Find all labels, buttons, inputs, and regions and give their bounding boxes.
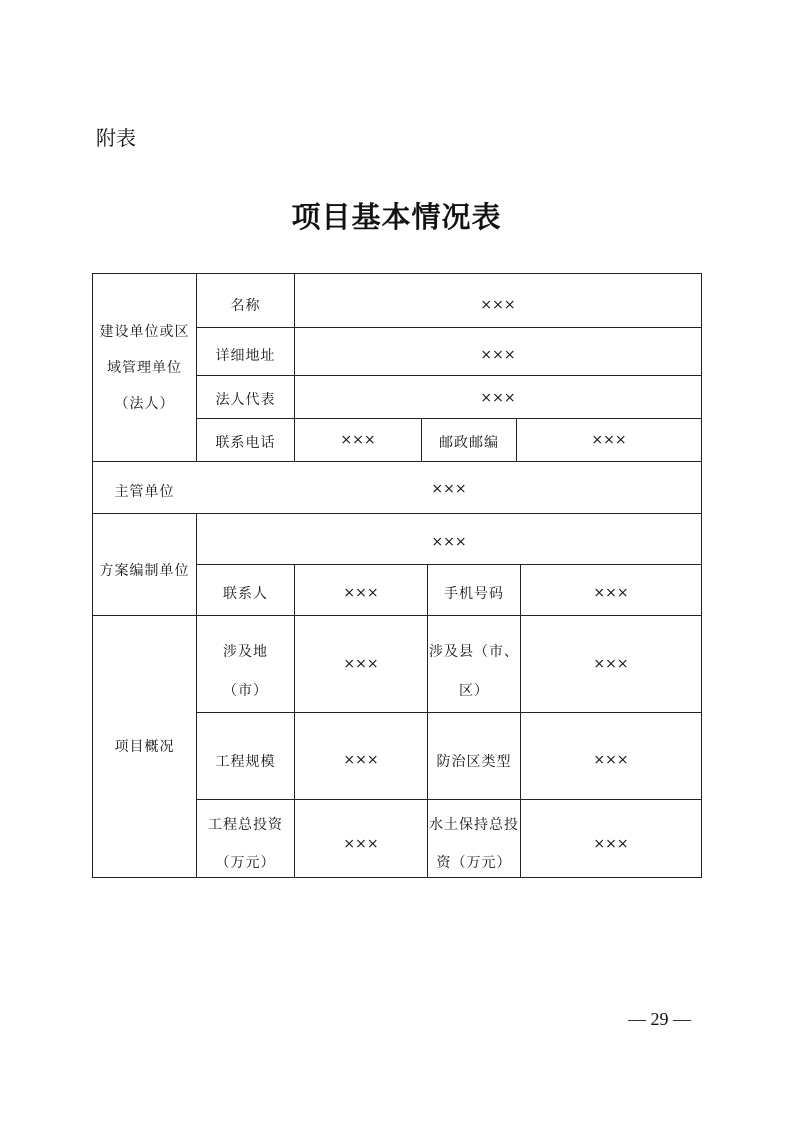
builder-group-label-line: （法人） <box>114 395 175 412</box>
name-label: 名称 <box>230 298 261 314</box>
table-border-right <box>701 273 702 878</box>
table-rule <box>196 564 702 565</box>
builder-group-label-line: 建设单位或区 <box>99 323 190 340</box>
zone-label: 防治区类型 <box>436 754 512 770</box>
legal-rep-label: 法人代表 <box>215 392 276 408</box>
supervisor-value: ××× <box>431 480 467 497</box>
planner-value: ××× <box>431 534 467 550</box>
city-value: ××× <box>343 656 379 672</box>
phone-value: ××× <box>340 432 376 448</box>
investment-value: ××× <box>343 835 379 852</box>
county-label-line: 区） <box>459 682 489 699</box>
swc-investment-value: ××× <box>593 835 629 852</box>
name-value: ××× <box>480 297 516 313</box>
scale-value: ××× <box>343 752 379 768</box>
builder-group-label <box>93 274 196 461</box>
attachment-label: 附表 <box>96 126 136 150</box>
swc-investment-label-line: 资（万元） <box>436 854 512 871</box>
mobile-value: ××× <box>593 585 629 601</box>
planner-label: 方案编制单位 <box>99 563 190 579</box>
legal-rep-value: ××× <box>480 390 516 406</box>
swc-investment-label <box>428 810 520 877</box>
address-value: ××× <box>480 346 516 363</box>
investment-label <box>197 810 294 877</box>
city-label-line: 涉及地 <box>223 643 268 660</box>
table-rule <box>196 375 702 376</box>
scale-label: 工程规模 <box>215 754 276 770</box>
county-value: ××× <box>593 656 629 672</box>
contact-label: 联系人 <box>223 586 268 602</box>
county-label-line: 涉及县（市、 <box>429 643 519 660</box>
table-rule <box>196 327 702 328</box>
investment-label-line: 工程总投资 <box>208 816 283 833</box>
overview-label: 项目概况 <box>114 738 175 755</box>
contact-value: ××× <box>343 585 379 601</box>
table-rule <box>92 461 702 462</box>
table-border-bottom <box>92 877 702 878</box>
county-label <box>428 630 520 712</box>
zone-value: ××× <box>593 752 629 768</box>
page-number: — 29 — <box>628 1009 691 1029</box>
table-rule <box>92 513 702 514</box>
builder-group-label-line: 域管理单位 <box>107 359 182 376</box>
swc-investment-label-line: 水土保持总投 <box>429 816 519 833</box>
postcode-label: 邮政邮编 <box>439 435 499 451</box>
city-label-line: （市） <box>223 682 268 699</box>
address-label: 详细地址 <box>215 347 276 364</box>
supervisor-label: 主管单位 <box>114 483 175 500</box>
mobile-label: 手机号码 <box>444 586 504 602</box>
city-label <box>197 630 294 712</box>
phone-label: 联系电话 <box>215 435 276 451</box>
postcode-value: ××× <box>591 432 627 448</box>
document-title: 项目基本情况表 <box>291 200 502 234</box>
investment-label-line: （万元） <box>215 854 276 871</box>
